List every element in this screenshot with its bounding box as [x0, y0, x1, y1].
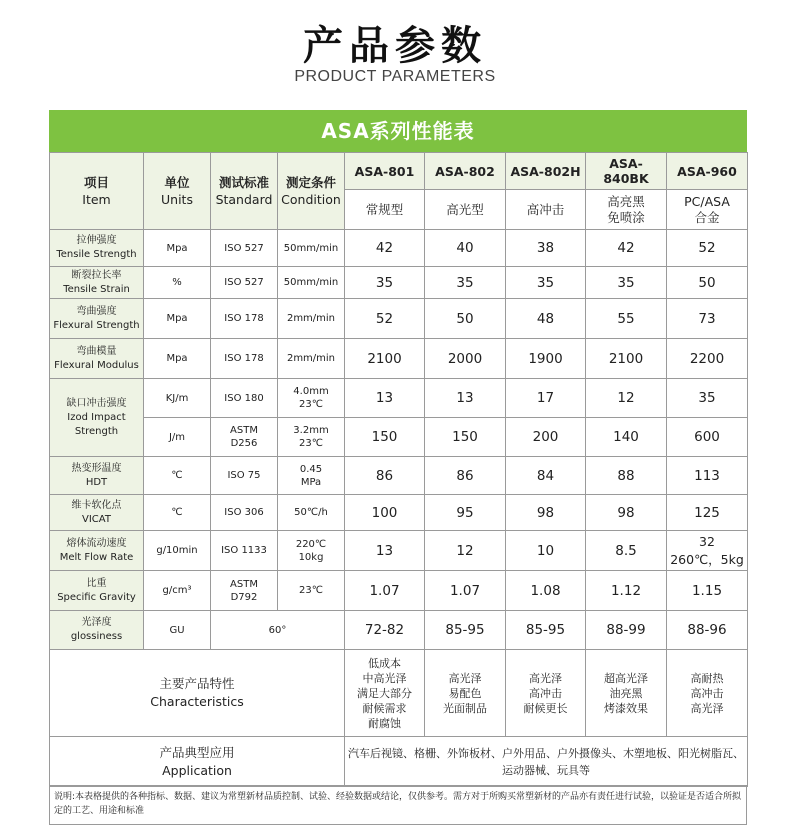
product-type: 高亮黑 免喷涂 — [586, 190, 667, 230]
table-row — [50, 230, 748, 267]
unit-cell: J/m — [144, 418, 211, 457]
condition-cell: 50mm/min — [278, 267, 345, 299]
product-code: ASA-802 — [425, 153, 506, 190]
standard-cell: ISO 75 — [211, 457, 278, 495]
value-cell: 35 — [586, 267, 667, 299]
value-cell: 86 — [345, 457, 425, 495]
unit-cell: g/10min — [144, 531, 211, 571]
value-cell: 200 — [506, 418, 586, 457]
value-cell: 8.5 — [586, 531, 667, 571]
property-name: 热变形温度 HDT — [50, 457, 144, 495]
unit-cell: Mpa — [144, 230, 211, 267]
unit-cell: % — [144, 267, 211, 299]
product-type: 常规型 — [345, 190, 425, 230]
value-cell: 1.07 — [425, 571, 506, 611]
property-name: 拉伸强度 Tensile Strength — [50, 230, 144, 267]
property-name: 弯曲模量 Flexural Modulus — [50, 339, 144, 379]
table-banner: ASA系列性能表 — [49, 110, 747, 152]
asa-performance-table — [49, 152, 748, 787]
value-cell: 98 — [586, 495, 667, 531]
property-name: 维卡软化点 VICAT — [50, 495, 144, 531]
page-title: 产品参数 — [303, 23, 487, 69]
value-cell: 52 — [345, 299, 425, 339]
unit-cell: Mpa — [144, 339, 211, 379]
disclaimer-note: 说明:本表格提供的各种指标、数据、建议为常塑新材品质控制、试验、经验数据或结论，仅供参考。需方对于所购买常塑新材的产品亦有责任进行试验，以验证是否适合所拟 定的工艺、用途和标准 — [49, 785, 747, 825]
value-cell: 10 — [506, 531, 586, 571]
value-cell: 113 — [667, 457, 748, 495]
property-name: 比重 Specific Gravity — [50, 571, 144, 611]
value-cell: 40 — [425, 230, 506, 267]
value-cell: 17 — [506, 379, 586, 418]
table-row — [50, 379, 748, 418]
value-cell: 13 — [345, 379, 425, 418]
property-name: 弯曲强度 Flexural Strength — [50, 299, 144, 339]
value-cell: 1900 — [506, 339, 586, 379]
value-cell: 125 — [667, 495, 748, 531]
unit-cell: g/cm³ — [144, 571, 211, 611]
product-code: ASA-802H — [506, 153, 586, 190]
value-cell: 140 — [586, 418, 667, 457]
condition-cell: 2mm/min — [278, 339, 345, 379]
value-cell: 600 — [667, 418, 748, 457]
unit-cell: ℃ — [144, 495, 211, 531]
value-cell: 73 — [667, 299, 748, 339]
value-cell: 13 — [345, 531, 425, 571]
standard-cell: ISO 527 — [211, 267, 278, 299]
characteristics-cell: 高光泽 易配色 光面制品 — [425, 650, 506, 737]
value-cell: 35 — [506, 267, 586, 299]
product-code: ASA-960 — [667, 153, 748, 190]
value-cell: 86 — [425, 457, 506, 495]
value-cell: 35 — [425, 267, 506, 299]
value-cell: 72-82 — [345, 611, 425, 650]
value-cell: 50 — [667, 267, 748, 299]
application-cell: 汽车后视镜、格栅、外饰板材、户外用品、户外摄像头、木塑地板、阳光树脂瓦、 运动器械、玩具等 — [345, 737, 748, 787]
product-type: 高光型 — [425, 190, 506, 230]
page-subtitle: PRODUCT PARAMETERS — [294, 68, 496, 85]
table-row — [50, 267, 748, 299]
standard-cell: ISO 178 — [211, 299, 278, 339]
value-cell: 2000 — [425, 339, 506, 379]
value-cell: 1.15 — [667, 571, 748, 611]
value-cell: 100 — [345, 495, 425, 531]
value-cell: 1.08 — [506, 571, 586, 611]
characteristics-label: 主要产品特性 Characteristics — [50, 650, 345, 737]
table-row — [50, 339, 748, 379]
standard-cell: ISO 178 — [211, 339, 278, 379]
product-code: ASA-801 — [345, 153, 425, 190]
standard-cell: ASTM D256 — [211, 418, 278, 457]
application-label: 产品典型应用 Application — [50, 737, 345, 787]
value-cell: 88 — [586, 457, 667, 495]
property-name: 光泽度 glossiness — [50, 611, 144, 650]
value-cell: 12 — [586, 379, 667, 418]
unit-cell: GU — [144, 611, 211, 650]
value-cell: 42 — [345, 230, 425, 267]
product-code: ASA-840BK — [586, 153, 667, 190]
table-row — [50, 571, 748, 611]
value-cell: 85-95 — [506, 611, 586, 650]
value-cell: 88-96 — [667, 611, 748, 650]
value-cell: 1.07 — [345, 571, 425, 611]
condition-cell: 50mm/min — [278, 230, 345, 267]
condition-cell: 2mm/min — [278, 299, 345, 339]
header-unit: 单位 Units — [144, 153, 211, 230]
value-cell: 12 — [425, 531, 506, 571]
characteristics-cell: 高耐热 高冲击 高光泽 — [667, 650, 748, 737]
header-condition: 测定条件 Condition — [278, 153, 345, 230]
table-row — [50, 531, 748, 571]
condition-cell: 0.45 MPa — [278, 457, 345, 495]
value-cell: 35 — [345, 267, 425, 299]
value-cell: 88-99 — [586, 611, 667, 650]
characteristics-cell: 高光泽 高冲击 耐候更长 — [506, 650, 586, 737]
characteristics-row — [50, 650, 748, 737]
table-row — [50, 418, 748, 457]
value-cell: 98 — [506, 495, 586, 531]
table-row — [50, 457, 748, 495]
condition-cell: 60° — [211, 611, 345, 650]
value-cell: 84 — [506, 457, 586, 495]
standard-cell: ISO 306 — [211, 495, 278, 531]
value-cell: 48 — [506, 299, 586, 339]
value-cell: 13 — [425, 379, 506, 418]
property-name: 缺口冲击强度 Izod Impact Strength — [50, 379, 144, 457]
characteristics-cell: 超高光泽 油亮黑 烤漆效果 — [586, 650, 667, 737]
standard-cell: ASTM D792 — [211, 571, 278, 611]
header-standard: 测试标准 Standard — [211, 153, 278, 230]
property-name: 断裂拉长率 Tensile Strain — [50, 267, 144, 299]
value-cell: 38 — [506, 230, 586, 267]
unit-cell: KJ/m — [144, 379, 211, 418]
table-row — [50, 299, 748, 339]
value-cell: 85-95 — [425, 611, 506, 650]
value-cell: 35 — [667, 379, 748, 418]
value-cell: 1.12 — [586, 571, 667, 611]
standard-cell: ISO 180 — [211, 379, 278, 418]
value-cell: 95 — [425, 495, 506, 531]
value-cell: 2100 — [586, 339, 667, 379]
value-cell: 150 — [425, 418, 506, 457]
unit-cell: ℃ — [144, 457, 211, 495]
value-cell: 55 — [586, 299, 667, 339]
product-type: 高冲击 — [506, 190, 586, 230]
value-cell: 2100 — [345, 339, 425, 379]
standard-cell: ISO 527 — [211, 230, 278, 267]
value-cell: 32 260℃，5kg — [667, 531, 748, 571]
condition-cell: 3.2mm 23℃ — [278, 418, 345, 457]
header-item: 项目 Item — [50, 153, 144, 230]
condition-cell: 220℃ 10kg — [278, 531, 345, 571]
standard-cell: ISO 1133 — [211, 531, 278, 571]
unit-cell: Mpa — [144, 299, 211, 339]
condition-cell: 4.0mm 23℃ — [278, 379, 345, 418]
table-row — [50, 611, 748, 650]
value-cell: 2200 — [667, 339, 748, 379]
condition-cell: 50℃/h — [278, 495, 345, 531]
characteristics-cell: 低成本 中高光泽 满足大部分 耐候需求 耐腐蚀 — [345, 650, 425, 737]
table-row — [50, 495, 748, 531]
value-cell: 150 — [345, 418, 425, 457]
value-cell: 50 — [425, 299, 506, 339]
product-type: PC/ASA 合金 — [667, 190, 748, 230]
property-name: 熔体流动速度 Melt Flow Rate — [50, 531, 144, 571]
value-cell: 42 — [586, 230, 667, 267]
condition-cell: 23℃ — [278, 571, 345, 611]
value-cell: 52 — [667, 230, 748, 267]
application-row — [50, 737, 748, 787]
